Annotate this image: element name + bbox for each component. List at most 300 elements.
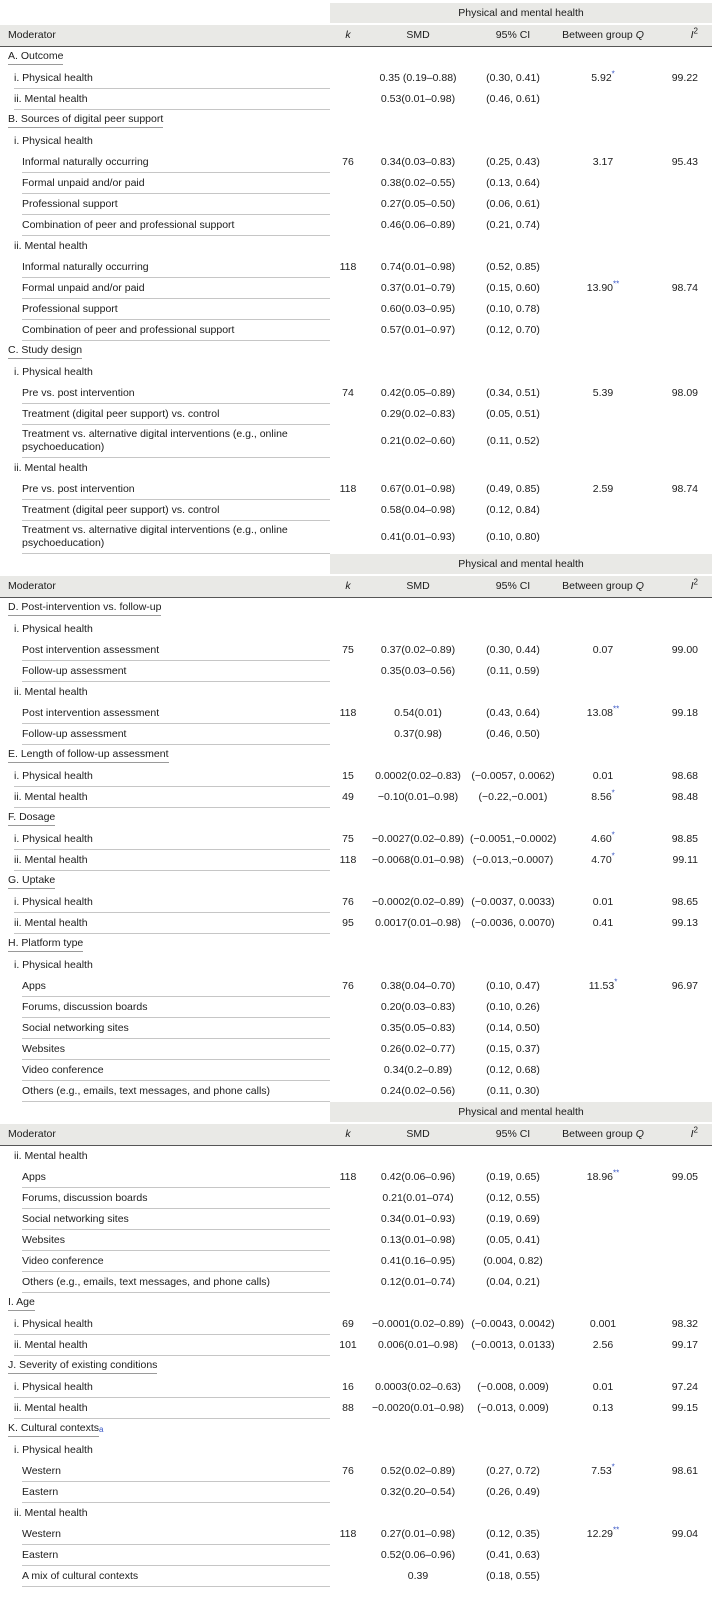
section-header-row <box>0 745 712 766</box>
cell-between-group-q <box>556 508 650 514</box>
table-row <box>0 1398 712 1419</box>
table-row <box>0 425 712 458</box>
table-row <box>0 383 712 404</box>
cell-smd: 0.20(0.03–0.83) <box>380 1001 456 1013</box>
cell-between-group-q <box>556 1280 650 1286</box>
moderator-label: ii. Mental health <box>14 853 88 866</box>
span-header-spacer <box>0 1102 330 1124</box>
cell-ci: (0.12, 0.35) <box>486 1528 540 1540</box>
cell-moderator <box>22 1081 330 1102</box>
moderator-label: Treatment vs. alternative digital interventions (e.g., online psychoeducation) <box>22 428 288 453</box>
moderator-label: Eastern <box>22 1548 59 1561</box>
cell-k: 76 <box>342 980 354 992</box>
section-header-row <box>0 808 712 829</box>
cell-k <box>330 1574 366 1580</box>
cell-moderator <box>22 500 330 521</box>
moderator-label: ii. Mental health <box>14 916 88 929</box>
cell-i-squared <box>650 1259 712 1265</box>
cell-moderator <box>22 1461 330 1482</box>
cell-k <box>330 1217 366 1223</box>
cell-between-group-q <box>556 535 650 541</box>
column-header-moderator: Moderator <box>8 29 56 41</box>
cell-smd: 0.34(0.2–0.89) <box>383 1064 453 1076</box>
significance-stars: ** <box>613 1525 620 1535</box>
cell-smd: 0.34(0.03–0.83) <box>380 156 456 168</box>
moderator-label: Post intervention assessment <box>22 706 160 719</box>
cell-between-group-q: 3.17 <box>592 156 614 168</box>
moderator-label: Post intervention assessment <box>22 643 160 656</box>
cell-k: 15 <box>342 770 354 782</box>
section-header-row <box>0 110 712 131</box>
cell-k: 75 <box>342 644 354 656</box>
section-header-label: K. Cultural contexts <box>8 1422 99 1437</box>
cell-ci: (0.19, 0.69) <box>486 1213 540 1225</box>
cell-between-group-q: 18.96** <box>586 1168 620 1183</box>
moderator-label: ii. Mental health <box>14 790 88 803</box>
cell-i-squared: 98.32 <box>671 1318 698 1330</box>
cell-ci: (0.12, 0.55) <box>486 1192 540 1204</box>
cell-smd: 0.52(0.02–0.89) <box>380 1465 456 1477</box>
table-row <box>0 1209 712 1230</box>
cell-smd: 0.46(0.06–0.89) <box>380 219 456 231</box>
significance-stars: ** <box>613 1168 620 1178</box>
moderator-label: ii. Mental health <box>14 1401 88 1414</box>
cell-i-squared: 99.11 <box>672 854 698 866</box>
subgroup-header-label: i. Physical health <box>14 959 93 971</box>
cell-smd: −0.0002(0.02–0.89) <box>372 896 464 908</box>
table-row <box>0 173 712 194</box>
cell-smd: 0.0017(0.01–0.98) <box>375 917 461 929</box>
span-header-row-1 <box>0 554 712 576</box>
cell-k: 118 <box>339 854 357 866</box>
cell-moderator <box>22 1039 330 1060</box>
cell-i-squared: 97.24 <box>671 1381 698 1393</box>
cell-ci: (0.13, 0.64) <box>486 177 540 189</box>
cell-i-squared <box>650 439 712 445</box>
subgroup-header-label: i. Physical health <box>14 1444 93 1456</box>
cell-i-squared <box>650 1089 712 1095</box>
table-row <box>0 68 712 89</box>
cell-moderator <box>22 640 330 661</box>
cell-moderator <box>22 997 330 1018</box>
significance-stars: * <box>611 788 615 798</box>
cell-ci: (0.30, 0.41) <box>486 72 540 84</box>
moderator-label: Combination of peer and professional support <box>22 323 235 336</box>
moderator-label: Professional support <box>22 302 118 315</box>
table-row <box>0 1461 712 1482</box>
cell-between-group-q <box>556 439 650 445</box>
table-row <box>0 1524 712 1545</box>
cell-between-group-q <box>556 412 650 418</box>
cell-moderator <box>14 89 330 110</box>
cell-ci: (−0.0013, 0.0133) <box>471 1339 555 1351</box>
cell-ci: (0.34, 0.51) <box>486 387 540 399</box>
column-header-smd: SMD <box>406 29 430 41</box>
cell-smd: 0.13(0.01–0.98) <box>380 1234 456 1246</box>
cell-smd: 0.42(0.06–0.96) <box>380 1171 456 1183</box>
cell-moderator <box>22 299 330 320</box>
table-row <box>0 1566 712 1587</box>
cell-ci: (0.49, 0.85) <box>486 483 540 495</box>
cell-smd: −0.0068(0.01–0.98) <box>372 854 464 866</box>
cell-between-group-q <box>556 669 650 675</box>
cell-moderator <box>14 787 330 808</box>
cell-moderator <box>14 1314 330 1335</box>
cell-i-squared: 99.13 <box>671 917 698 929</box>
moderator-label: Apps <box>22 1170 46 1183</box>
cell-between-group-q <box>556 97 650 103</box>
cell-moderator <box>22 661 330 682</box>
cell-moderator <box>22 521 330 554</box>
subgroup-header-label: ii. Mental health <box>14 1507 88 1519</box>
section-header-label: F. Dosage <box>8 811 55 826</box>
span-header-label: Physical and mental health <box>330 554 712 576</box>
cell-ci: (0.46, 0.61) <box>486 93 540 105</box>
cell-k <box>330 1068 366 1074</box>
table-row <box>0 1377 712 1398</box>
cell-between-group-q: 0.07 <box>592 644 614 656</box>
table-row <box>0 215 712 236</box>
subgroup-header-row <box>0 1440 712 1461</box>
table-row <box>0 1167 712 1188</box>
cell-smd: 0.39 <box>407 1570 429 1582</box>
cell-smd: 0.24(0.02–0.56) <box>380 1085 456 1097</box>
table-row <box>0 299 712 320</box>
cell-i-squared <box>650 1490 712 1496</box>
cell-between-group-q <box>556 1553 650 1559</box>
cell-ci: (0.10, 0.78) <box>486 303 540 315</box>
moderator-label: Social networking sites <box>22 1212 129 1225</box>
moderator-label: Forums, discussion boards <box>22 1000 148 1013</box>
cell-ci: (0.004, 0.82) <box>483 1255 543 1267</box>
cell-i-squared <box>650 328 712 334</box>
cell-between-group-q <box>556 223 650 229</box>
cell-k <box>330 1026 366 1032</box>
cell-k <box>330 508 366 514</box>
moderator-label: Treatment vs. alternative digital interventions (e.g., online psychoeducation) <box>22 524 288 549</box>
significance-stars: * <box>611 851 615 861</box>
cell-moderator <box>22 404 330 425</box>
cell-moderator <box>14 1335 330 1356</box>
section-header-label: D. Post-intervention vs. follow-up <box>8 601 161 616</box>
cell-moderator <box>22 1272 330 1293</box>
section-header-row <box>0 871 712 892</box>
moderator-label: i. Physical health <box>14 71 93 84</box>
moderator-label: Treatment (digital peer support) vs. control <box>22 407 220 420</box>
moderator-label: Video conference <box>22 1254 104 1267</box>
cell-k <box>330 286 366 292</box>
moderator-label: i. Physical health <box>14 895 93 908</box>
cell-i-squared <box>650 1068 712 1074</box>
table-row <box>0 724 712 745</box>
cell-between-group-q <box>556 1026 650 1032</box>
cell-ci: (−0.0037, 0.0033) <box>471 896 555 908</box>
cell-moderator <box>14 850 330 871</box>
cell-i-squared: 99.05 <box>671 1171 698 1183</box>
moderator-label: i. Physical health <box>14 832 93 845</box>
cell-i-squared: 98.09 <box>671 387 698 399</box>
table-row <box>0 194 712 215</box>
cell-i-squared <box>650 1196 712 1202</box>
cell-moderator <box>22 1060 330 1081</box>
cell-smd: 0.0002(0.02–0.83) <box>375 770 461 782</box>
cell-ci: (0.25, 0.43) <box>486 156 540 168</box>
table-row <box>0 404 712 425</box>
cell-between-group-q <box>556 1490 650 1496</box>
cell-i-squared: 98.68 <box>671 770 698 782</box>
subgroup-header-row <box>0 1146 712 1167</box>
cell-between-group-q <box>556 1089 650 1095</box>
cell-moderator <box>14 1398 330 1419</box>
subgroup-header-row <box>0 955 712 976</box>
cell-smd: 0.34(0.01–0.93) <box>380 1213 456 1225</box>
cell-between-group-q: 4.70* <box>591 851 615 866</box>
table-row <box>0 892 712 913</box>
section-header-label: J. Severity of existing conditions <box>8 1359 157 1374</box>
cell-k: 118 <box>339 1528 357 1540</box>
cell-ci: (−0.013,−0.0007) <box>472 854 554 866</box>
cell-k: 118 <box>339 1171 357 1183</box>
column-header-moderator: Moderator <box>8 1128 56 1140</box>
moderator-label: ii. Mental health <box>14 1338 88 1351</box>
cell-moderator <box>22 976 330 997</box>
table-row <box>0 1545 712 1566</box>
table-row <box>0 703 712 724</box>
table-row <box>0 152 712 173</box>
cell-k <box>330 1259 366 1265</box>
subgroup-header-label: ii. Mental health <box>14 686 88 698</box>
cell-ci: (0.52, 0.85) <box>486 261 540 273</box>
cell-moderator <box>22 215 330 236</box>
cell-smd: 0.41(0.01–0.93) <box>380 531 456 543</box>
cell-moderator <box>22 724 330 745</box>
cell-k <box>330 669 366 675</box>
cell-i-squared: 98.85 <box>671 833 698 845</box>
moderator-label: Social networking sites <box>22 1021 129 1034</box>
cell-ci: (0.04, 0.21) <box>486 1276 540 1288</box>
cell-between-group-q: 12.29** <box>586 1525 620 1540</box>
cell-i-squared <box>650 1280 712 1286</box>
cell-i-squared <box>650 669 712 675</box>
cell-between-group-q <box>556 265 650 271</box>
subgroup-header-label: ii. Mental health <box>14 462 88 474</box>
column-header-row-2 <box>0 1124 712 1146</box>
cell-k: 76 <box>342 1465 354 1477</box>
cell-k <box>330 1047 366 1053</box>
cell-moderator <box>22 703 330 724</box>
cell-smd: 0.37(0.98) <box>394 728 442 740</box>
cell-k <box>330 732 366 738</box>
significance-stars: * <box>611 1462 615 1472</box>
significance-stars: * <box>611 69 615 79</box>
section-header-row <box>0 1293 712 1314</box>
column-header-i-squared: $I^2$ <box>690 1125 698 1140</box>
cell-moderator <box>14 829 330 850</box>
cell-moderator <box>22 1482 330 1503</box>
cell-smd: 0.0003(0.02–0.63) <box>375 1381 461 1393</box>
cell-smd: 0.57(0.01–0.97) <box>380 324 456 336</box>
cell-k <box>330 76 366 82</box>
cell-ci: (−0.013, 0.009) <box>477 1402 549 1414</box>
cell-ci: (0.10, 0.47) <box>486 980 540 992</box>
column-header-ci: 95% CI <box>495 1128 531 1140</box>
moderator-label: Informal naturally occurring <box>22 260 149 273</box>
table-row <box>0 766 712 787</box>
cell-k: 75 <box>342 833 354 845</box>
column-header-smd: SMD <box>406 580 430 592</box>
cell-between-group-q <box>556 1005 650 1011</box>
cell-smd: 0.35(0.05–0.83) <box>380 1022 456 1034</box>
cell-k: 88 <box>342 1402 354 1414</box>
cell-moderator <box>22 1018 330 1039</box>
cell-i-squared <box>650 181 712 187</box>
cell-between-group-q <box>556 202 650 208</box>
cell-moderator <box>22 1524 330 1545</box>
cell-i-squared: 99.00 <box>671 644 698 656</box>
moderator-label: Forums, discussion boards <box>22 1191 148 1204</box>
section-header-label: I. Age <box>8 1296 35 1311</box>
moderator-label: Video conference <box>22 1063 104 1076</box>
cell-between-group-q <box>556 732 650 738</box>
cell-k <box>330 1238 366 1244</box>
table-row <box>0 1230 712 1251</box>
cell-smd: 0.32(0.20–0.54) <box>380 1486 456 1498</box>
subgroup-header-label: i. Physical health <box>14 366 93 378</box>
cell-i-squared <box>650 265 712 271</box>
table-row <box>0 787 712 808</box>
section-header-row <box>0 341 712 362</box>
table-row <box>0 640 712 661</box>
cell-ci: (0.12, 0.68) <box>486 1064 540 1076</box>
cell-moderator <box>22 383 330 404</box>
cell-k <box>330 202 366 208</box>
subgroup-header-row <box>0 362 712 383</box>
cell-between-group-q: 13.90** <box>586 279 620 294</box>
cell-i-squared <box>650 535 712 541</box>
cell-smd: −0.0020(0.01–0.98) <box>372 1402 464 1414</box>
cell-k <box>330 1089 366 1095</box>
cell-k <box>330 1553 366 1559</box>
cell-ci: (0.05, 0.51) <box>486 408 540 420</box>
cell-ci: (0.11, 0.30) <box>486 1085 540 1097</box>
table-row <box>0 1081 712 1102</box>
cell-k: 16 <box>342 1381 354 1393</box>
cell-k: 49 <box>342 791 354 803</box>
moderator-label: Treatment (digital peer support) vs. control <box>22 503 220 516</box>
cell-k: 101 <box>339 1339 357 1351</box>
cell-ci: (−0.008, 0.009) <box>477 1381 549 1393</box>
cell-smd: 0.60(0.03–0.95) <box>380 303 456 315</box>
cell-ci: (0.43, 0.64) <box>486 707 540 719</box>
cell-moderator <box>22 152 330 173</box>
moderator-label: A mix of cultural contexts <box>22 1569 139 1582</box>
cell-ci: (0.46, 0.50) <box>486 728 540 740</box>
cell-ci: (0.12, 0.84) <box>486 504 540 516</box>
cell-between-group-q: 0.01 <box>592 896 614 908</box>
cell-i-squared <box>650 412 712 418</box>
cell-i-squared <box>650 1238 712 1244</box>
cell-smd: 0.54(0.01) <box>394 707 442 719</box>
column-header-i-squared: $I^2$ <box>690 577 698 592</box>
cell-ci: (0.10, 0.80) <box>486 531 540 543</box>
cell-smd: −0.0027(0.02–0.89) <box>372 833 464 845</box>
cell-moderator <box>14 68 330 89</box>
cell-k <box>330 1490 366 1496</box>
column-header-i-squared: $I^2$ <box>690 26 698 41</box>
cell-between-group-q: 0.001 <box>589 1318 617 1330</box>
cell-ci: (−0.0051,−0.0002) <box>470 833 557 845</box>
cell-smd: 0.35(0.03–0.56) <box>380 665 456 677</box>
moderator-label: Follow-up assessment <box>22 664 127 677</box>
cell-between-group-q <box>556 1238 650 1244</box>
subgroup-header-label: ii. Mental health <box>14 240 88 252</box>
cell-i-squared: 98.65 <box>671 896 698 908</box>
cell-i-squared: 98.74 <box>671 483 698 495</box>
cell-between-group-q: 13.08** <box>586 704 620 719</box>
cell-i-squared: 98.74 <box>671 282 698 294</box>
cell-between-group-q <box>556 1196 650 1202</box>
cell-ci: (0.10, 0.26) <box>486 1001 540 1013</box>
cell-i-squared <box>650 1217 712 1223</box>
cell-ci: (0.27, 0.72) <box>486 1465 540 1477</box>
moderator-label: Pre vs. post intervention <box>22 386 135 399</box>
table-row <box>0 521 712 554</box>
cell-smd: 0.74(0.01–0.98) <box>380 261 456 273</box>
cell-moderator <box>22 1230 330 1251</box>
table-row <box>0 1314 712 1335</box>
table-row <box>0 1335 712 1356</box>
cell-moderator <box>22 1188 330 1209</box>
span-header-label: Physical and mental health <box>330 1102 712 1124</box>
cell-smd: −0.10(0.01–0.98) <box>377 791 459 803</box>
moderator-label: Western <box>22 1464 61 1477</box>
subgroup-header-row <box>0 236 712 257</box>
table-row <box>0 89 712 110</box>
cell-between-group-q: 2.59 <box>592 483 614 495</box>
subgroup-header-row <box>0 458 712 479</box>
cell-ci: (0.14, 0.50) <box>486 1022 540 1034</box>
cell-i-squared <box>650 97 712 103</box>
cell-between-group-q: 5.39 <box>592 387 614 399</box>
cell-ci: (0.18, 0.55) <box>486 1570 540 1582</box>
cell-smd: 0.67(0.01–0.98) <box>380 483 456 495</box>
cell-moderator <box>22 1251 330 1272</box>
cell-ci: (0.15, 0.37) <box>486 1043 540 1055</box>
cell-between-group-q: 0.13 <box>592 1402 614 1414</box>
table-row <box>0 997 712 1018</box>
cell-between-group-q: 8.56* <box>591 788 615 803</box>
column-header-k: k <box>345 1128 351 1140</box>
cell-smd: 0.12(0.01–0.74) <box>380 1276 456 1288</box>
cell-moderator <box>22 1167 330 1188</box>
cell-k <box>330 1005 366 1011</box>
subgroup-header-row <box>0 131 712 152</box>
subgroup-header-row <box>0 1503 712 1524</box>
table-row <box>0 976 712 997</box>
section-header-row: K. Cultural contexts a <box>0 1419 712 1440</box>
column-header-between-group-q: Between group Q <box>562 29 644 41</box>
cell-between-group-q <box>556 1259 650 1265</box>
column-header-k: k <box>345 580 351 592</box>
cell-smd: 0.41(0.16–0.95) <box>380 1255 456 1267</box>
cell-between-group-q: 11.53* <box>588 977 618 992</box>
cell-i-squared: 95.43 <box>671 156 698 168</box>
cell-smd: 0.26(0.02–0.77) <box>380 1043 456 1055</box>
cell-i-squared: 99.18 <box>671 707 698 719</box>
cell-between-group-q <box>556 181 650 187</box>
cell-smd: 0.58(0.04–0.98) <box>380 504 456 516</box>
cell-i-squared <box>650 223 712 229</box>
